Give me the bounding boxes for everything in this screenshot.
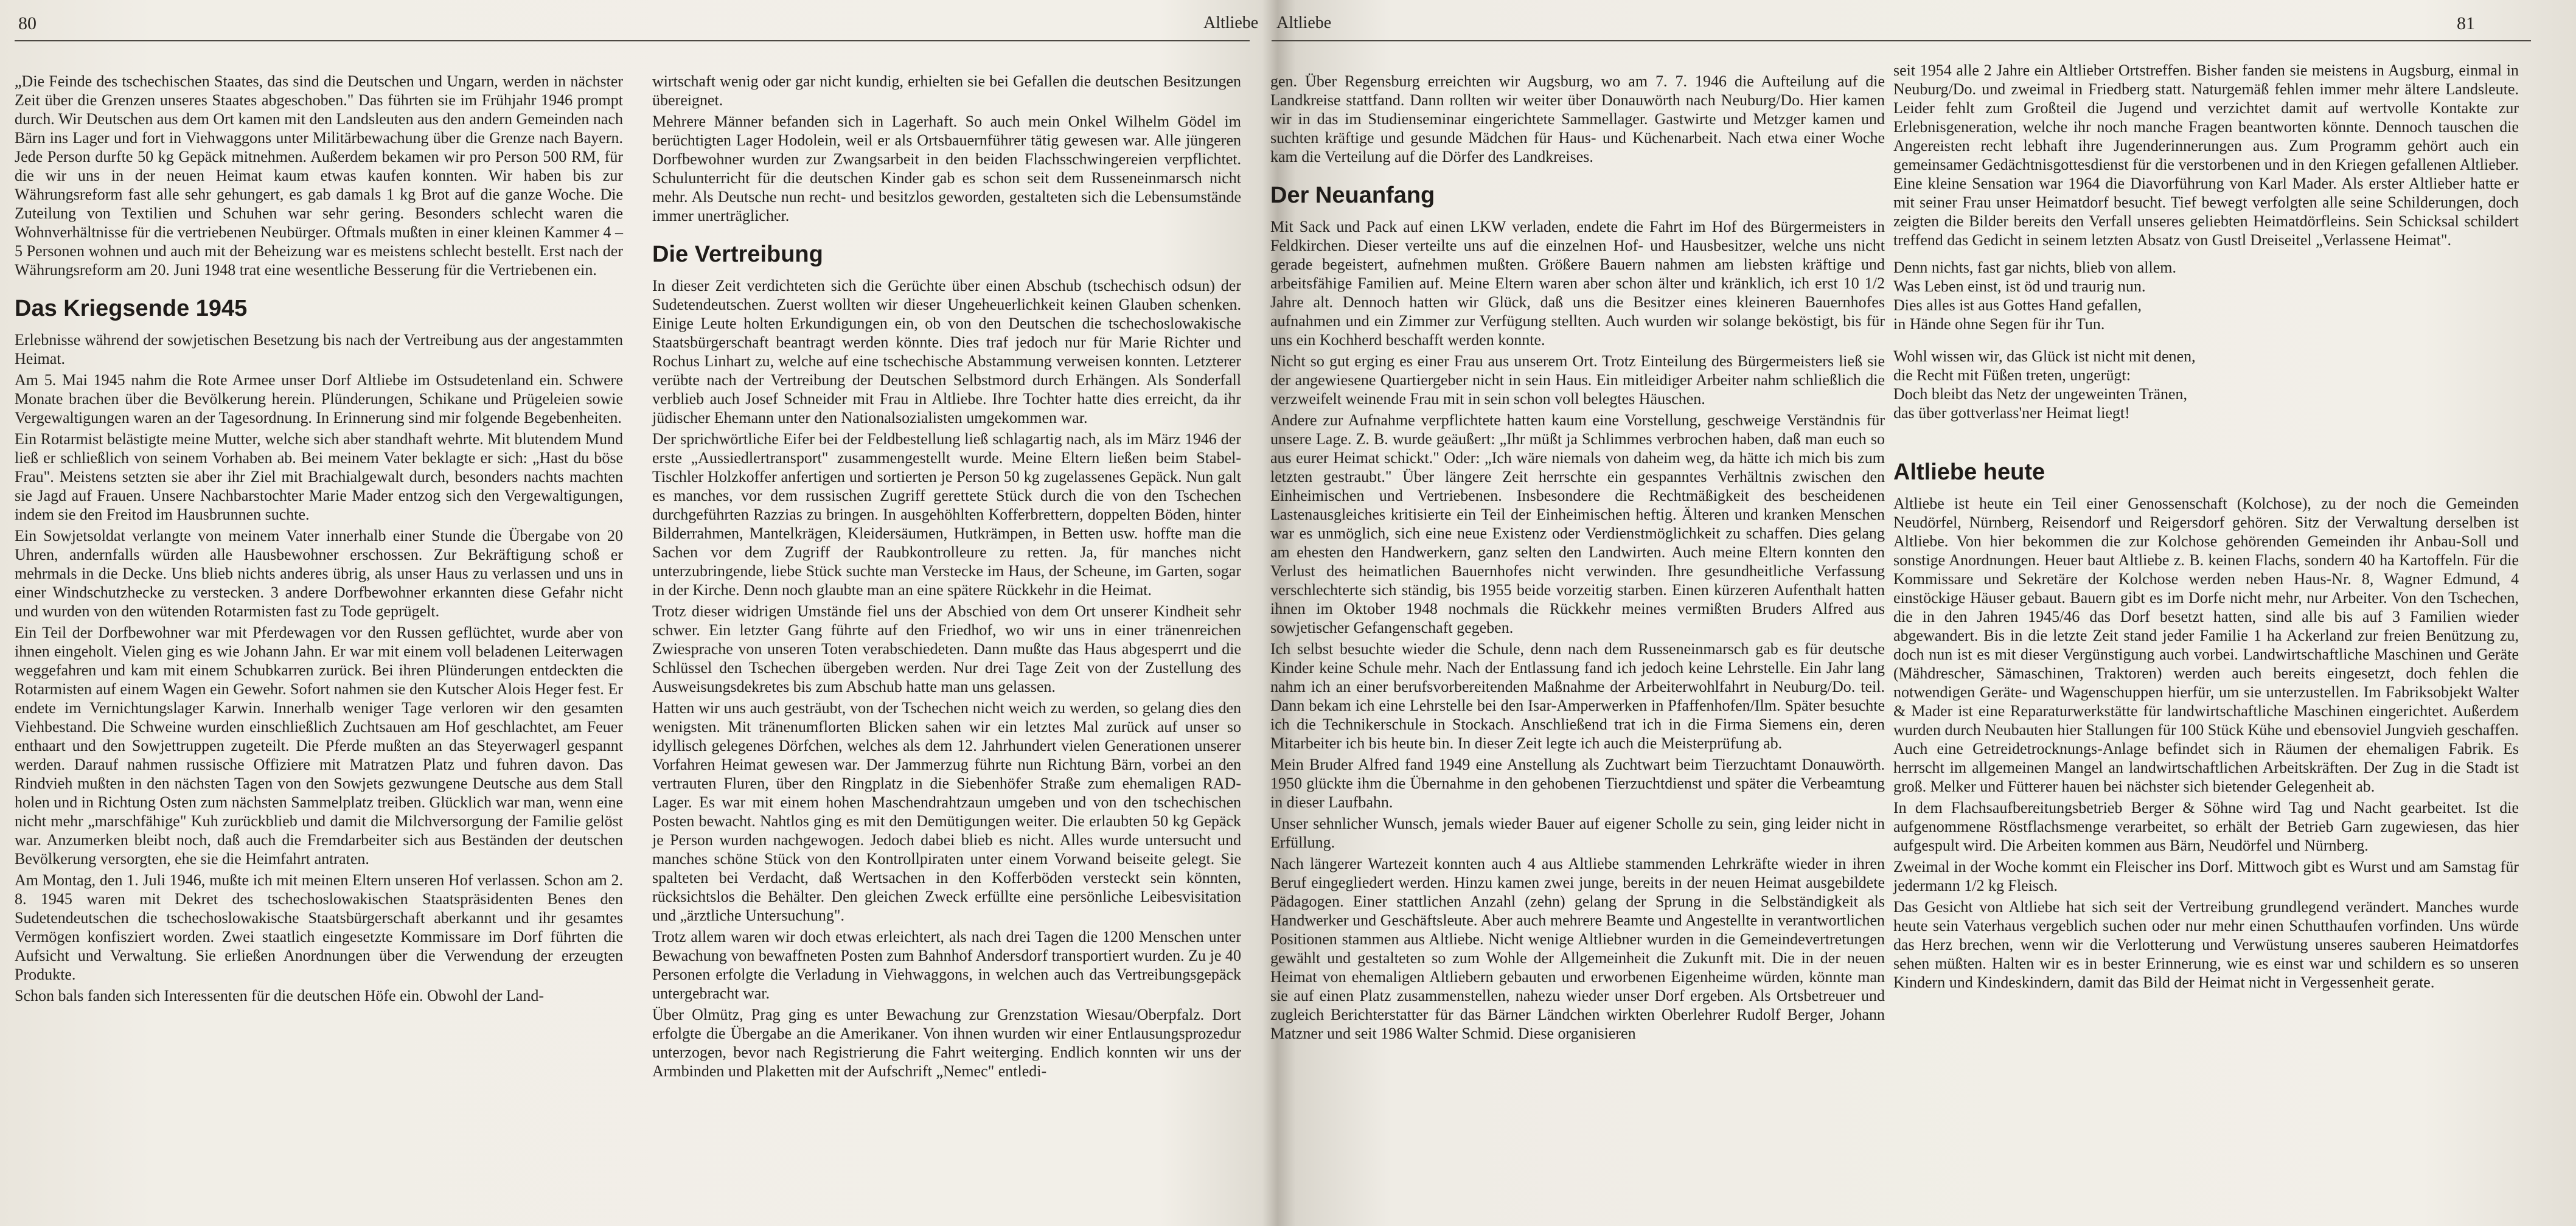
paragraph: Unser sehnlicher Wunsch, jemals wieder Bauer auf eigener Scholle zu sein, ging leider nicht in Erfüllung. (1270, 815, 1885, 851)
paragraph: Zweimal in der Woche kommt ein Fleischer ins Dorf. Mittwoch gibt es Wurst und am Samstag für jedermann 1/2 kg Fleisch. (1893, 858, 2519, 894)
poem (1893, 258, 2519, 422)
section-heading: Der Neuanfang (1270, 183, 1435, 208)
paragraph: wirtschaft wenig oder gar nicht kundig, erhielten sie bei Gefallen die deutschen Besitzungen übereignet. (652, 72, 1241, 109)
paragraph: Über Olmütz, Prag ging es unter Bewachung zur Grenzstation Wiesau/Oberpfalz. Dort erfolgte die Übergabe an die Amerikaner. Von ihnen wurden wir einer Entlausungsprozedur unterzogen, bevor nach Registrierung die Fahrt weiterging. Endlich konnten wir uns der Armbinden und Plaketten mit der Aufschrift „Nemec" entledi- (652, 1006, 1241, 1080)
page-number-left: 80 (18, 13, 37, 33)
poem-line: das über gottverlass'ner Heimat liegt! (1893, 404, 2130, 422)
poem-line: Doch bleibt das Netz der ungeweinten Tränen, (1893, 385, 2188, 403)
paragraph: seit 1954 alle 2 Jahre ein Altlieber Ortstreffen. Bisher fanden sie meistens in Augsburg, einmal in Neuburg/Do. und zweimal in Friedberg statt. Naturgemäß fehlen immer mehr ältere Landsleute. Leider fehlt zum Großteil die Jugend und verzichtet damit auf wertvolle Kontakte zur Erlebnisgeneration, welche ihr noch manche Fragen beantworten könnte. Dennoch tauschen die Angereisten recht lebhaft ihre Jugenderinnerungen aus. Zum Programm gehört auch ein gemeinsamer Gedächtnisgottesdienst für die verstorbenen und in den Kriegen gefallenen Altlieber. Eine kleine Sensation war 1964 die Diavorführung von Karl Mader. Als erster Altlieber hatte er mit seiner Frau unser Heimatdorf besucht. Tief bewegt verfolgten alle seine Schilderungen, doch zeigten die Bilder bereits den Verfall unseres geliebten Heimatdörfleins. Sein Schicksal schildert treffend das Gedicht in seinem letzten Absatz von Gustl Dreiseitel „Verlassene Heimat". (1893, 61, 2519, 249)
paragraph: Ein Sowjetsoldat verlangte von meinem Vater innerhalb einer Stunde die Übergabe von 20 Uhren, andernfalls würden alle Hausbewohner erschossen. Zur Bekräftigung schoß er mehrmals in die Decke. Uns blieb nichts anderes übrig, als unser Haus zu verlassen und uns in einer Windschutzhecke zu verstecken. 3 andere Dorfbewohner erkannten diese Gefahr nicht und wurden von den wütenden Rotarmisten fast zu Tode geprügelt. (15, 527, 623, 620)
paragraph: Mit Sack und Pack auf einen LKW verladen, endete die Fahrt im Hof des Bürgermeisters in Feldkirchen. Dieser verteilte uns auf die einzelnen Hof- und Hausbesitzer, welche uns nicht gerade begeistert, aufnehmen mußten. Größere Bauern nahmen am liebsten kräftige und arbeitsfähige Familien auf. Meine Eltern waren aber schon älter und kränklich, ich erst 10 1/2 Jahre alt. Dennoch hatten wir Glück, daß uns die Besitzer eines kleineren Bauernhofes aufnahmen und ein Zimmer zur Verfügung stellten. Auch wurden wir solange beköstigt, bis für uns ein Kochherd beschafft werden konnte. (1270, 218, 1885, 349)
running-head-right: Altliebe (1276, 13, 1332, 32)
paragraph: Das Gesicht von Altliebe hat sich seit der Vertreibung grundlegend verändert. Manches wurde heute sein Vaterhaus vergeblich suchen oder nur mehr einen Schutthaufen vorfinden. Uns würde das Herz brechen, wenn wir die Verlotterung und Verwüstung unseres sauberen Heimatdorfes sehen müßten. Halten wir es in bester Erinnerung, wie es einst war und schildern es so unseren Kindern und Kindeskindern, damit das Bild der Heimat nicht in Vergessenheit gerate. (1893, 898, 2519, 991)
section-heading: Das Kriegsende 1945 (15, 296, 248, 321)
poem-line: die Recht mit Füßen treten, ungerügt: (1893, 366, 2131, 384)
paragraph: Am 5. Mai 1945 nahm die Rote Armee unser Dorf Altliebe im Ostsudetenland ein. Schwere Monate brachen über die Bevölkerung herein. Plünderungen, Schikane und Prügeleien sowie Vergewaltigungen waren an der Tagesordnung. In Erinnerung sind mir folgende Begebenheiten. (15, 371, 623, 427)
poem-line: Was Leben einst, ist öd und traurig nun. (1893, 277, 2146, 295)
right-page-column-1 (1270, 72, 1885, 1045)
poem-stanza-2 (1893, 347, 2519, 422)
page-number-right: 81 (2457, 13, 2475, 33)
poem-line: in Hände ohne Segen für ihr Tun. (1893, 315, 2105, 333)
paragraph: Trotz allem waren wir doch etwas erleichtert, als nach drei Tagen die 1200 Menschen unter Bewachung von bewaffneten Posten zum Bahnhof Andersdorf transportiert wurden. Zu je 40 Personen erfolgte die Verladung in Viehwaggons, in welchen auch das Vertreibungsgepäck untergebracht war. (652, 928, 1241, 1002)
paragraph: Ich selbst besuchte wieder die Schule, denn nach dem Russeneinmarsch gab es für deutsche Kinder keine Schule mehr. Nach der Entlassung fand ich jedoch keine Lehrstelle. Ein Jahr lang nahm ich an einer berufsvorbereitenden Maßnahme der Arbeiterwohlfahrt in Neuburg/Do. teil. Dann bekam ich eine Lehrstelle bei den Isar-Amperwerken in Pfaffenhofen/Ilm. Später besuchte ich die Technikerschule in Stockach. Anschließend trat ich in die Firma Siemens ein, deren Mitarbeiter ich bis heute bin. In dieser Zeit legte ich auch die Meisterprüfung ab. (1270, 640, 1885, 752)
left-page-column-2 (652, 72, 1241, 1083)
paragraph: Der sprichwörtliche Eifer bei der Feldbestellung ließ schlagartig nach, als im März 1946 der erste „Aussiedlertransport" zusammengestellt wurde. Meine Eltern ließen beim Stabel-Tischler Holzkoffer anfertigen und sortierten je Person 50 kg zugelassenes Gepäck. Nun galt es manches, vor dem russischen Zugriff gerettete Stück durch die von den Tschechen durchgeführten Razzias zu bringen. In ausgehöhlten Kofferbrettern, doppelten Böden, hinter Bilderrahmen, Mantelkrägen, Kleidersäumen, Hutkrämpen, in Betten usw. hoffte man die Sachen vor dem Zugriff der Raubkontrolleure zu retten. Ja, für manches nicht unterzubringende, liebe Stück suchte man Verstecke im Haus, der Scheune, im Garten, sogar in der Kirche. Denn noch glaubte man an eine spätere Rückkehr in die Heimat. (652, 430, 1241, 599)
paragraph: Am Montag, den 1. Juli 1946, mußte ich mit meinen Eltern unseren Hof verlassen. Schon am 2. 8. 1945 waren mit Dekret des tschechoslowakischen Staatspräsidenten Benes den Sudetendeutschen die tschechoslowakische Staatsbürgerschaft aberkannt und ihr gesamtes Vermögen konfisziert worden. Zwei staatlich eingesetzte Kommissare im Dorf führten die Aufsicht und Verwaltung. Sie erließen Anordnungen über die Verwendung der erzeugten Produkte. (15, 871, 623, 983)
paragraph: Ein Teil der Dorfbewohner war mit Pferdewagen vor den Russen geflüchtet, wurde aber von ihnen eingeholt. Vielen ging es wie Johann Jahn. Er war mit einem voll beladenen Leiterwagen weggefahren und kam mit einem Schubkarren zurück. Bei ihren Plünderungen entdeckten die Rotarmisten auf einem Wagen ein Gewehr. Sofort nahmen sie den Kutscher Alois Heger fest. Er endete im Vernichtungslager Karwin. Innerhalb weniger Tage verloren wir den gesamten Viehbestand. Die Schweine wurden einschließlich Zuchtsauen am Hof geschlachtet, am Feuer enthaart und den Sowjettruppen zugeteilt. Die Pferde mußten an das Steyerwagerl gespannt werden. Darauf nahmen russische Offiziere mit Matratzen Platz und fuhren davon. Das Rindvieh mußten in den nächsten Tagen von den Sowjets gezwungene Deutsche aus dem Stall holen und in Richtung Osten zum nächsten Sammelplatz treiben. Glücklich war man, wenn eine nicht mehr „marschfähige" Kuh zurückblieb und damit die Milchversorgung der Familie gelöst war. Anzumerken bleibt noch, daß auch die Fremdarbeiter sich aus Beständen der deutschen Bevölkerung versorgten, ehe sie die Heimfahrt antraten. (15, 624, 624, 868)
paragraph: Schon bals fanden sich Interessenten für die deutschen Höfe ein. Obwohl der Land- (15, 987, 544, 1005)
header-rule-right (1272, 40, 2531, 41)
right-page-column-2 (1893, 61, 2519, 994)
paragraph: „Die Feinde des tschechischen Staates, das sind die Deutschen und Ungarn, werden in nächster Zeit über die Grenzen unseres Staates abgeschoben." Das führten sie im Frühjahr 1946 prompt durch. Wir Deutschen aus dem Ort kamen mit den Landsleuten aus den andern Gemeinden nach Bärn ins Lager und fort in Viehwaggons unter Militärbewachung über die Grenze nach Bayern. Jede Person durfte 50 kg Gepäck mitnehmen. Außerdem bekamen wir pro Person 500 RM, für die wir uns in der neuen Heimat kaum etwas kaufen konnten. Wir haben bis zur Währungsreform fast alle sehr gehungert, es gab damals 1 kg Brot auf die ganze Woche. Die Zuteilung von Textilien und Schuhen war sehr gering. Besonders schlecht waren die Wohnverhältnisse für die vertriebenen Neubürger. Oftmals mußten in einer kleinen Kammer 4 – 5 Personen wohnen und auch mit der Beheizung war es meistens schlecht bestellt. Erst nach der Währungsreform am 20. Juni 1948 trat eine wesentliche Besserung für die Vertriebenen ein. (15, 72, 623, 279)
paragraph: gen. Über Regensburg erreichten wir Augsburg, wo am 7. 7. 1946 die Aufteilung auf die Landkreise stattfand. Dann rollten wir weiter über Donauwörth nach Neuburg/Do. Hier kamen wir in das im Studienseminar eingerichtete Sammellager. Gastwirte und Metzger kamen und suchten kräftige und gesunde Mädchen für Haus- und Küchenarbeit. Nach etwa einer Woche kam die Verteilung auf die Dörfer des Landkreises. (1270, 72, 1885, 165)
paragraph: Mein Bruder Alfred fand 1949 eine Anstellung als Zuchtwart beim Tierzuchtamt Donauwörth. 1950 glückte ihm die Übernahme in den gehobenen Tierzuchtdienst und später die Verbeamtung in dieser Laufbahn. (1270, 756, 1885, 811)
running-head-left: Altliebe (1203, 13, 1259, 32)
paragraph: Hatten wir uns auch gesträubt, von der Tschechen nicht weich zu werden, so gelang dies den wenigsten. Mit tränenumflorten Blicken sahen wir ein letztes Mal zurück auf unser so idyllisch gelegenes Dörfchen, welches als dem 12. Jahrhundert vielen Generationen unserer Vorfahren Heimat gewesen war. Der Jammerzug führte nun Richtung Bärn, vorbei an den vertrauten Fluren, über den Ringplatz in die Siebenhöfer Straße zum ehemaligen RAD-Lager. Es war mit einem hohen Maschendrahtzaun umgeben und von den tschechischen Posten bewacht. Nahtlos ging es mit den Demütigungen weiter. Die erlaubten 50 kg Gepäck je Person wurden nachgewogen. Jedoch dabei blieb es nicht. Alles wurde untersucht und manches schöne Stück von den Kontrollpiraten unter einem Vorwand beiseite gelegt. Sie spalteten bei Verdacht, daß Wertsachen in den Kofferböden versteckt sein könnten, rücksichtslos die Behälter. Den gleichen Zweck erfüllte eine persönliche Leibesvisitation und „ärztliche Untersuchung". (652, 699, 1241, 924)
left-page-column-1 (15, 72, 623, 1008)
right-page (1265, 0, 2576, 1226)
poem-line: Wohl wissen wir, das Glück ist nicht mit denen, (1893, 347, 2196, 365)
paragraph: Mehrere Männer befanden sich in Lagerhaft. So auch mein Onkel Wilhelm Gödel im berüchtigten Lager Hodolein, weil er als Ortsbauernführer tätig gewesen war. Alle jüngeren Dorfbewohner wurden zur Zwangsarbeit in den beiden Flachsschwingereien verpflichtet. Schulunterricht für die deutschen Kinder gab es schon seit dem Russeneinmarsch nicht mehr. Als Deutsche nun recht- und besitzlos geworden, gestalteten sich die Lebensumstände immer unerträglicher. (652, 113, 1241, 225)
paragraph: Trotz dieser widrigen Umstände fiel uns der Abschied von dem Ort unserer Kindheit sehr schwer. Ein letzter Gang führte auf den Friedhof, wo wir uns in einer tränenreichen Zwiesprache von unseren Toten verabschiedeten. Dann mußte das Haus abgesperrt und die Schlüssel den Tschechen übergeben werden. Nur drei Tage Zeit von der Zustellung des Ausweisungsdekretes bis zum Abschub hatte man uns gelassen. (652, 602, 1241, 695)
section-heading: Altliebe heute (1893, 459, 2045, 485)
left-page (0, 0, 1265, 1226)
paragraph: Nicht so gut erging es einer Frau aus unserem Ort. Trotz Einteilung des Bürgermeisters ließ sie der angewiesene Quartiergeber nicht in sein Haus. Ein mitleidiger Arbeiter nahm schließlich die verzweifelt weinende Frau mit in sein schon voll belegtes Häuschen. (1270, 352, 1885, 408)
poem-line: Dies alles ist aus Gottes Hand gefallen, (1893, 296, 2142, 314)
paragraph: In dem Flachsaufbereitungsbetrieb Berger & Söhne wird Tag und Nacht gearbeitet. Ist die aufgenommene Röstflachsmenge verarbeitet, so erhält der Betrieb Garn zugewiesen, das hier aufgespult wird. Die Arbeiten kommen aus Bärn, Neudörfel und Nürnberg. (1893, 799, 2519, 854)
paragraph: Andere zur Aufnahme verpflichtete hatten kaum eine Vorstellung, geschweige Verständnis für unsere Lage. Z. B. wurde geäußert: „Ihr müßt ja Schlimmes verbrochen haben, daß man euch so aus eurer Heimat schickt." Oder: „Ich wäre niemals von daheim weg, da hätte ich mich bis zum letzten gestraubt." Über längere Zeit herrschte ein gespanntes Verhältnis zwischen den Einheimischen und Vertriebenen. Insbesondere die Rechtmäßigkeit des bescheidenen Lastenausgleiches kritisierte ein Teil der Einheimischen heftig. Älteren und kranken Menschen war es unmöglich, sich eine neue Existenz oder Verdienstmöglichkeit zu schaffen. Dies gelang am ehesten den Handwerkern, ganz selten den Landwirten. Auch meine Eltern konnten den Verlust des heimatlichen Bauernhofes nicht verwinden. Ihre gesundheitliche Verfassung verschlechterte sich ständig, bis 1955 beide vorzeitig starben. Einen kürzeren Aufenthalt hatten ihnen im Oktober 1948 nochmals die Rückkehr meines vermißten Bruders Alfred aus sowjetischer Gefangenschaft gegeben. (1270, 411, 1885, 636)
section-heading: Die Vertreibung (652, 242, 823, 267)
paragraph: Ein Rotarmist belästigte meine Mutter, welche sich aber standhaft wehrte. Mit blutendem Mund ließ er schließlich von seinem Vorhaben ab. Bei meinem Vater beklagte er sich: „Hast du böse Frau". Meistens setzten sie aber ihr Ziel mit Brachialgewalt durch, besonders nachts machten sie Jagd auf Frauen. Unsere Nachbarstochter Marie Mader entzog sich den Vergewaltigungen, indem sie den Freitod im Hausbrunnen suchte. (15, 430, 623, 523)
header-rule-left (15, 40, 1250, 41)
poem-line: Denn nichts, fast gar nichts, blieb von allem. (1893, 259, 2177, 276)
paragraph: Altliebe ist heute ein Teil einer Genossenschaft (Kolchose), zu der noch die Gemeinden Neudörfel, Nürnberg, Reisendorf und Reigersdorf gehören. Sitz der Verwaltung derselben ist Altliebe. Von hier bekommen die zur Kolchose gehörenden Gemeinden ihr Anbau-Soll und sonstige Anordnungen. Heuer baut Altliebe z. B. keinen Flachs, sondern 40 ha Kartoffeln. Für die Kommissare und Sekretäre der Kolchose werden neben Haus-Nr. 8, Wagner Edmund, 4 einstöckige Häuser gebaut. Bauern gibt es im Dorfe nicht mehr, nur Arbeiter. Von den Tschechen, die in den Jahren 1945/46 das Dorf besetzt hatten, sind alle bis auf 3 Familien wieder abgewandert. Bis in die letzte Zeit stand jeder Familie 1 ha Ackerland zur freien Benützung zu, doch nun ist es mit dieser Vergünstigung auch vorbei. Landwirtschaftliche Maschinen und Geräte (Mähdrescher, Sämaschinen, Traktoren) werden auch bereits eingesetzt, doch fehlen die notwendigen Geräte- und Wagenschuppen hierfür, um sie unterzustellen. Im Fabriksobjekt Walter & Mader ist eine Reparaturwerkstätte für landwirtschaftliche Maschinen eingerichtet. Außerdem wurden durch Neubauten hier Stallungen für 100 Stück Kühe und ebensoviel Jungvieh geschaffen. Auch eine Getreidetrocknungs-Anlage befindet sich in Räumen der ehemaligen Fabrik. Es herrscht im allgemeinen Mangel an landwirtschaftlichen Arbeitskräften. Der Zug in die Stadt ist groß. Melker und Fütterer hauen bei nächster sich bietender Gelegenheit ab. (1893, 495, 2519, 795)
paragraph: Nach längerer Wartezeit konnten auch 4 aus Altliebe stammenden Lehrkräfte wieder in ihren Beruf eingegliedert werden. Hinzu kamen zwei junge, bereits in der neuen Heimat ausgebildete Pädagogen. Einer stattlichen Anzahl (zehn) gelang der Sprung in die Selbständigkeit als Handwerker und Geschäftsleute. Aber auch mehrere Beamte und Angestellte in verantwortlichen Positionen stammen aus Altliebe. Nicht wenige Altliebner wurden in die Gemeindevertretungen gewählt und gestalteten so zum Wohle der Allgemeinheit die Zukunft mit. Die in der neuen Heimat von ehemaligen Altliebern gebauten und erworbenen Eigenheime würden, könnte man sie auf einen Platz zusammenstellen, nahezu wieder unser Dorf ergeben. Als Ortsbetreuer und zugleich Berichterstatter für das Bärner Ländchen wirkten Oberlehrer Rudolf Berger, Johann Matzner und seit 1986 Walter Schmid. Diese organisieren (1270, 855, 1885, 1042)
poem-stanza-1 (1893, 258, 2519, 333)
paragraph: Erlebnisse während der sowjetischen Besetzung bis nach der Vertreibung aus der angestammten Heimat. (15, 331, 623, 367)
paragraph: In dieser Zeit verdichteten sich die Gerüchte über einen Abschub (tschechisch odsun) der Sudetendeutschen. Zuerst wollten wir dieser Ungeheuerlichkeit keinen Glauben schenken. Einige Leute holten Erkundigungen ein, ob von den Deutschen die tschechoslowakische Staatsbürgerschaft beantragt werden könnte. Dies traf jedoch nur für Marie Richter und Rochus Linhart zu, welche auf eine tschechische Abstammung verweisen konnten. Letzterer verübte nach der Vertreibung der Deutschen Selbstmord durch Erhängen. Als Sonderfall verblieb auch Josef Schneider mit Frau in Altliebe. Ihre Tochter hatte dies erreicht, da ihr jüdischer Ehemann unter den Nationalsozialisten umgekommen war. (652, 277, 1241, 427)
